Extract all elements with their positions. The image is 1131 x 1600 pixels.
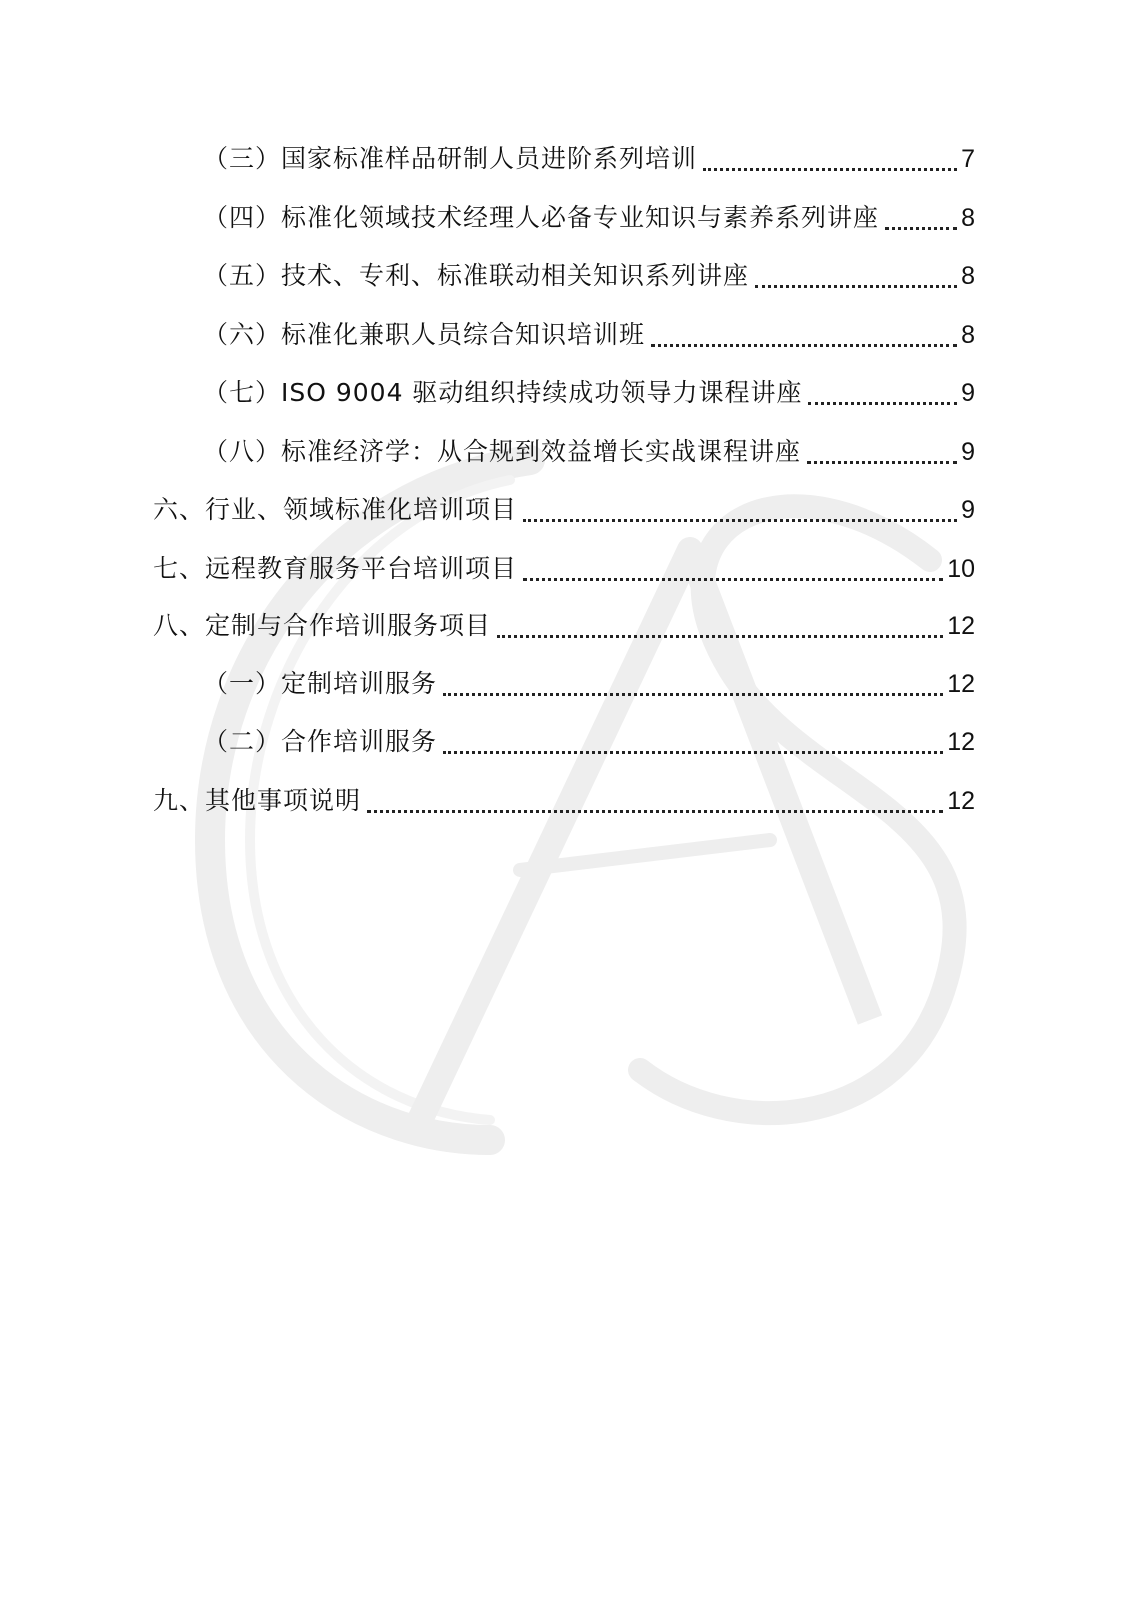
toc-entry-section-7[interactable] <box>203 373 975 413</box>
toc-page-number: 7 <box>961 145 975 173</box>
toc-page-number: 9 <box>961 379 975 407</box>
toc-leader-dots <box>443 693 943 696</box>
toc-entry-chapter-8-section-2[interactable] <box>203 722 975 762</box>
toc-entry-chapter-8-section-1[interactable] <box>203 664 975 704</box>
toc-page-number: 8 <box>961 204 975 232</box>
toc-entry-section-4[interactable] <box>203 198 975 238</box>
toc-leader-dots <box>755 285 957 288</box>
toc-entry-chapter-7[interactable] <box>153 549 975 589</box>
toc-page-number: 10 <box>947 555 975 583</box>
toc-leader-dots <box>651 344 957 347</box>
toc-entry-section-5[interactable] <box>203 256 975 296</box>
toc-entry-chapter-8[interactable] <box>153 606 975 646</box>
toc-entry-title: （四）标准化领域技术经理人必备专业知识与素养系列讲座 <box>203 203 880 232</box>
toc-entry-section-6[interactable] <box>203 315 975 355</box>
toc-page-number: 12 <box>947 612 975 640</box>
toc-entry-section-8[interactable] <box>203 432 975 472</box>
toc-page-number: 12 <box>947 728 975 756</box>
toc-leader-dots <box>703 168 957 171</box>
toc-page-number: 8 <box>961 321 975 349</box>
toc-entry-title: （五）技术、专利、标准联动相关知识系列讲座 <box>203 261 750 290</box>
toc-page-number: 8 <box>961 262 975 290</box>
toc-entry-title: （八）标准经济学：从合规到效益增长实战课程讲座 <box>203 437 802 466</box>
toc-leader-dots <box>885 227 957 230</box>
toc-entry-title: （六）标准化兼职人员综合知识培训班 <box>203 320 646 349</box>
toc-leader-dots <box>523 519 957 522</box>
toc-page-number: 9 <box>961 438 975 466</box>
toc-leader-dots <box>807 461 957 464</box>
toc-entry-title: （七）ISO 9004 驱动组织持续成功领导力课程讲座 <box>203 378 803 407</box>
toc-entry-title: 九、其他事项说明 <box>153 786 362 815</box>
toc-leader-dots <box>367 810 943 813</box>
toc-entry-chapter-6[interactable] <box>153 490 975 530</box>
toc-entry-section-3[interactable] <box>203 139 975 179</box>
toc-entry-chapter-9[interactable] <box>153 781 975 821</box>
toc-entry-title: （三）国家标准样品研制人员进阶系列培训 <box>203 144 698 173</box>
toc-entry-title: （二）合作培训服务 <box>203 727 438 756</box>
toc-leader-dots <box>808 402 957 405</box>
toc-leader-dots <box>523 578 943 581</box>
toc-page-number: 12 <box>947 787 975 815</box>
toc-leader-dots <box>443 751 943 754</box>
toc-entry-title: 七、远程教育服务平台培训项目 <box>153 554 518 583</box>
toc-page-number: 9 <box>961 496 975 524</box>
toc-leader-dots <box>497 635 943 638</box>
toc-entry-title: 六、行业、领域标准化培训项目 <box>153 495 518 524</box>
toc-page-number: 12 <box>947 670 975 698</box>
toc-entry-title: （一）定制培训服务 <box>203 669 438 698</box>
toc-entry-title: 八、定制与合作培训服务项目 <box>153 611 492 640</box>
